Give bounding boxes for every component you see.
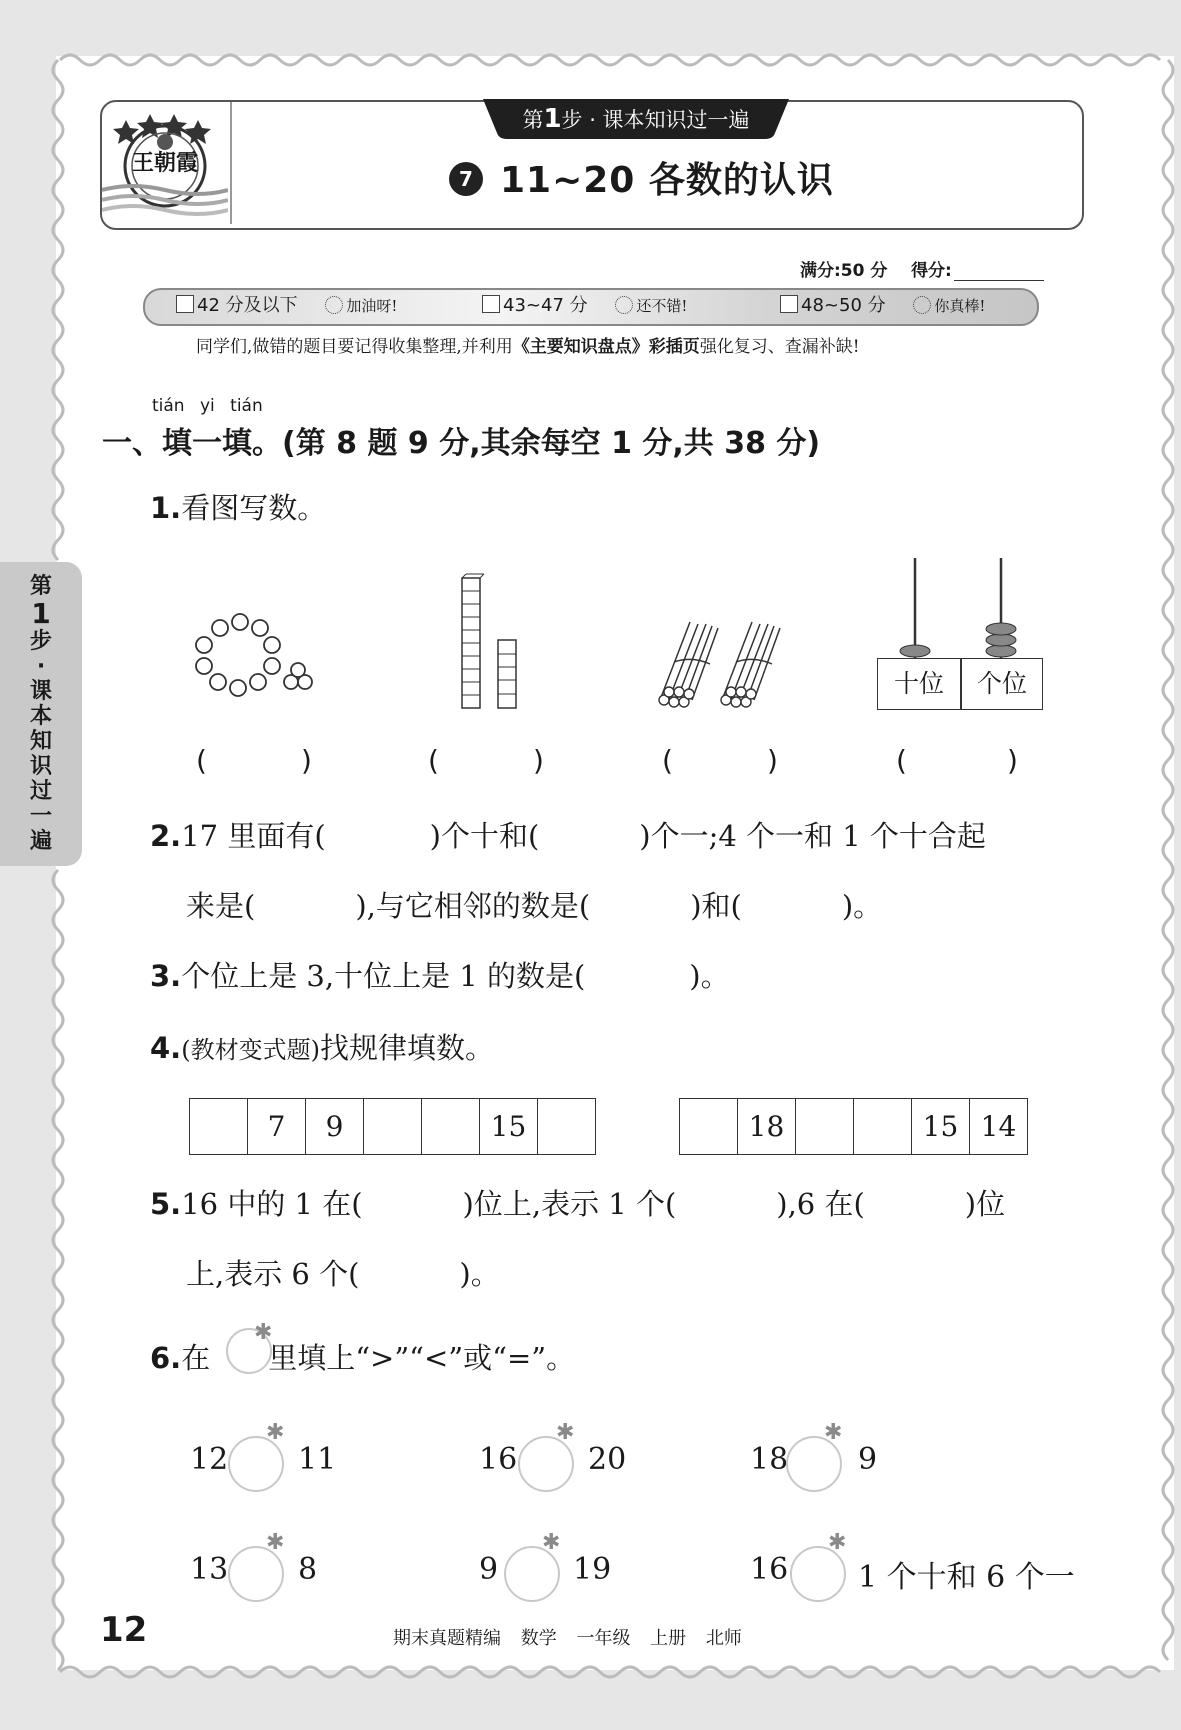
sequence-cell[interactable] bbox=[190, 1099, 248, 1155]
place-value-chart bbox=[877, 658, 1043, 710]
burst-icon: ✱ bbox=[828, 1530, 847, 1555]
q1-answer-2[interactable]: ( ) bbox=[428, 744, 544, 777]
sequence-cell: 14 bbox=[970, 1099, 1028, 1155]
grade-item-high: 48~50 分 你真棒! bbox=[780, 293, 985, 319]
sequence-cell: 9 bbox=[306, 1099, 364, 1155]
burst-icon: ✱ bbox=[266, 1530, 285, 1555]
q1-answer-4[interactable]: ( ) bbox=[896, 744, 1018, 777]
q6-prompt: 6.在 里填上“>”“<”或“=”。 bbox=[150, 1341, 576, 1375]
q1-answer-3[interactable]: ( ) bbox=[662, 744, 778, 777]
grade-checkbox[interactable] bbox=[780, 295, 798, 313]
compare-right: 20 bbox=[588, 1442, 627, 1477]
compare-left: 18 bbox=[750, 1442, 789, 1477]
q4-sequence-1 bbox=[189, 1098, 596, 1155]
sequence-cell: 15 bbox=[480, 1099, 538, 1155]
burst-icon: ✱ bbox=[266, 1420, 285, 1445]
q1-abacus bbox=[877, 556, 1041, 660]
q1-answer-1[interactable]: ( ) bbox=[196, 744, 312, 777]
q5-line-2: 上,表示 6 个( )。 bbox=[186, 1257, 500, 1291]
section-pinyin: tián yi tián bbox=[152, 396, 263, 416]
compare-right: 1 个十和 6 个一 bbox=[858, 1560, 1075, 1595]
sequence-cell[interactable] bbox=[854, 1099, 912, 1155]
compare-left: 13 bbox=[190, 1552, 229, 1587]
burst-icon: ✱ bbox=[254, 1320, 273, 1345]
burst-icon: ✱ bbox=[556, 1420, 575, 1445]
compare-left: 12 bbox=[190, 1442, 229, 1477]
notice-text: 同学们,做错的题目要记得收集整理,并利用《主要知识盘点》彩插页强化复习、查漏补缺! bbox=[196, 337, 860, 357]
q1-bead-ring bbox=[190, 612, 340, 716]
compare-right: 8 bbox=[298, 1552, 318, 1587]
compare-right: 9 bbox=[858, 1442, 878, 1477]
logo-text: 王朝霞 bbox=[131, 150, 198, 176]
side-step-label: 第 1 步·课本知识过一遍 bbox=[29, 574, 52, 854]
compare-left: 16 bbox=[750, 1552, 789, 1587]
q2-line-2: 来是( ),与它相邻的数是( )和( )。 bbox=[186, 889, 883, 923]
ones-place-label: 个位 bbox=[976, 669, 1027, 698]
header-divider bbox=[230, 102, 232, 224]
step-label: 第1步 · 课本知识过一遍 bbox=[522, 104, 750, 134]
q2-line-1: 2.17 里面有( )个十和( )个一;4 个一和 1 个十合起 bbox=[150, 819, 986, 853]
grade-checkbox[interactable] bbox=[482, 295, 500, 313]
face-icon bbox=[913, 296, 931, 314]
burst-icon: ✱ bbox=[542, 1530, 561, 1555]
sequence-cell[interactable] bbox=[680, 1099, 738, 1155]
compare-right: 11 bbox=[298, 1442, 337, 1477]
score-line bbox=[800, 256, 1044, 281]
sequence-cell: 15 bbox=[912, 1099, 970, 1155]
sequence-cell[interactable] bbox=[364, 1099, 422, 1155]
burst-icon: ✱ bbox=[824, 1420, 843, 1445]
q1-prompt: 1.看图写数。 bbox=[150, 491, 327, 525]
full-score: 满分:50 分 bbox=[800, 261, 888, 281]
lesson-number-badge: 7 bbox=[449, 162, 483, 196]
q1-tens-rods bbox=[454, 572, 524, 716]
face-icon bbox=[615, 296, 633, 314]
compare-left: 9 bbox=[479, 1552, 499, 1587]
compare-left: 16 bbox=[479, 1442, 518, 1477]
section-title: 一、填一填。(第 8 题 9 分,其余每空 1 分,共 38 分) bbox=[102, 426, 821, 461]
page-number: 12 bbox=[100, 1610, 148, 1650]
tens-place-label: 十位 bbox=[893, 669, 944, 698]
sequence-cell: 7 bbox=[248, 1099, 306, 1155]
score-label: 得分: bbox=[911, 261, 952, 281]
sequence-cell[interactable] bbox=[796, 1099, 854, 1155]
footer-text: 期末真题精编 数学 一年级 上册 北师 bbox=[393, 1628, 742, 1649]
q4-prompt: 4.(教材变式题)找规律填数。 bbox=[150, 1031, 494, 1065]
compare-right: 19 bbox=[573, 1552, 612, 1587]
q4-sequence-2 bbox=[679, 1098, 1028, 1155]
face-icon bbox=[325, 296, 343, 314]
sequence-cell[interactable] bbox=[422, 1099, 480, 1155]
sequence-cell: 18 bbox=[738, 1099, 796, 1155]
score-blank[interactable] bbox=[954, 262, 1044, 281]
grade-item-low: 42 分及以下 加油呀! bbox=[176, 293, 397, 319]
grade-item-mid: 43~47 分 还不错! bbox=[482, 293, 687, 319]
lesson-title: 11~20 各数的认识 bbox=[500, 160, 834, 201]
q3-line: 3.个位上是 3,十位上是 1 的数是( )。 bbox=[150, 959, 730, 993]
grade-checkbox[interactable] bbox=[176, 295, 194, 313]
q5-line-1: 5.16 中的 1 在( )位上,表示 1 个( ),6 在( )位 bbox=[150, 1187, 1006, 1221]
sequence-cell[interactable] bbox=[538, 1099, 596, 1155]
q1-stick-bundles bbox=[652, 612, 792, 716]
